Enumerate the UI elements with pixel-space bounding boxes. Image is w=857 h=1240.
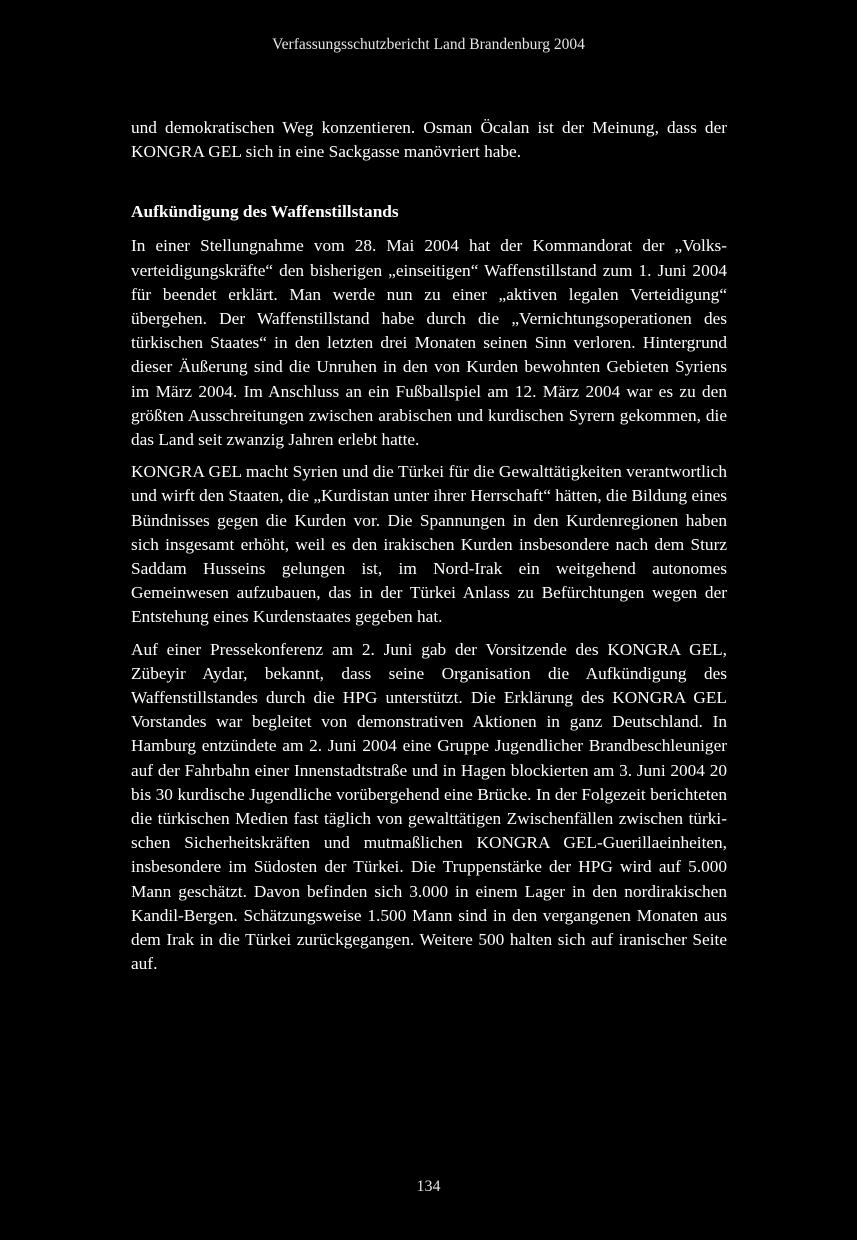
running-header: Verfassungsschutzbericht Land Brandenburg 2004 [272,36,585,53]
page-number: 134 [416,1178,441,1195]
paragraph-press-conference: Auf einer Pressekonferenz am 2. Juni gab der Vorsitzende des KONGRA GEL, Zübeyir Aydar, bekannt, dass seine Organisation die Aufkündigung des Waffenstillstandes durch die HPG unterstützt. Die Erklärung des KONGRA GEL Vorstandes war begleitet von demonstrativen Aktionen in ganz Deutschland. In Hamburg entzündete am 2. Juni 2004 eine Gruppe Jugendlicher Brandbeschleuniger auf der Fahrbahn einer Innenstadtstraße und in Hagen blockierten am 3. Juni 2004 20 bis 30 kurdische Jugendliche vorübergehend eine Brücke. In der Folgezeit berichteten die türkischen Medien fast täglich von gewalttätigen Zwischenfällen zwischen türkischen Sicherheitskräften und mutmaßlichen KONGRA GEL-Guerillaeinheiten, insbesondere im Südosten der Türkei. Die Truppenstärke der HPG wird auf 5.000 Mann geschätzt. Davon befinden sich 3.000 in einem Lager in den nordirakischen Kandil-Bergen. Schätzungsweise 1.500 Mann sind in den vergangenen Monaten aus dem Irak in die Türkei zurückgegangen. Weitere 500 halten sich auf iranischer Seite auf. [131,639,727,974]
section-heading: Aufkündigung des Waffenstillstands [131,202,399,222]
paragraph-ceasefire-statement: In einer Stellungnahme vom 28. Mai 2004 hat der Kommandorat der „Volksverteidigungskräfte“ den bisherigen „einseitigen“ Waffenstillstand zum 1. Juni 2004 für beendet erklärt. Man werde nun zu einer „aktiven legalen Verteidigung“ übergehen. Der Waffenstillstand habe durch die „Vernichtungsoperationen des türkischen Staates“ in den letzten drei Monaten seinen Sinn verloren. Hintergrund dieser Äußerung sind die Unruhen in den von Kurden bewohnten Gebieten Syriens im März 2004. Im Anschluss an ein Fußballspiel am 12. März 2004 war es zu den größten Ausschreitungen zwischen arabischen und kurdischen Syrern gekommen, die das Land seit zwanzig Jahren erlebt hatte. [131,236,727,450]
page-body [131,116,727,977]
intro-paragraph: und demokratischen Weg konzentieren. Osman Öcalan ist der Meinung, dass der KONGRA GEL sich in eine Sackgasse manövriert habe. [131,118,727,162]
paragraph-tensions: KONGRA GEL macht Syrien und die Türkei für die Gewalttätigkeiten verantwortlich und wirft den Staaten, die „Kurdistan unter ihrer Herrschaft“ hätten, die Bildung eines Bündnisses gegen die Kurden vor. Die Spannungen in den Kurdenregionen haben sich insgesamt erhöht, weil es den irakischen Kurden insbesondere nach dem Sturz Saddam Husseins gelungen ist, im Nord-Irak ein weitgehend autonomes Gemeinwesen aufzubauen, das in der Türkei Anlass zu Befürchtungen wegen der Entstehung eines Kurdenstaates gegeben hat. [131,462,728,627]
